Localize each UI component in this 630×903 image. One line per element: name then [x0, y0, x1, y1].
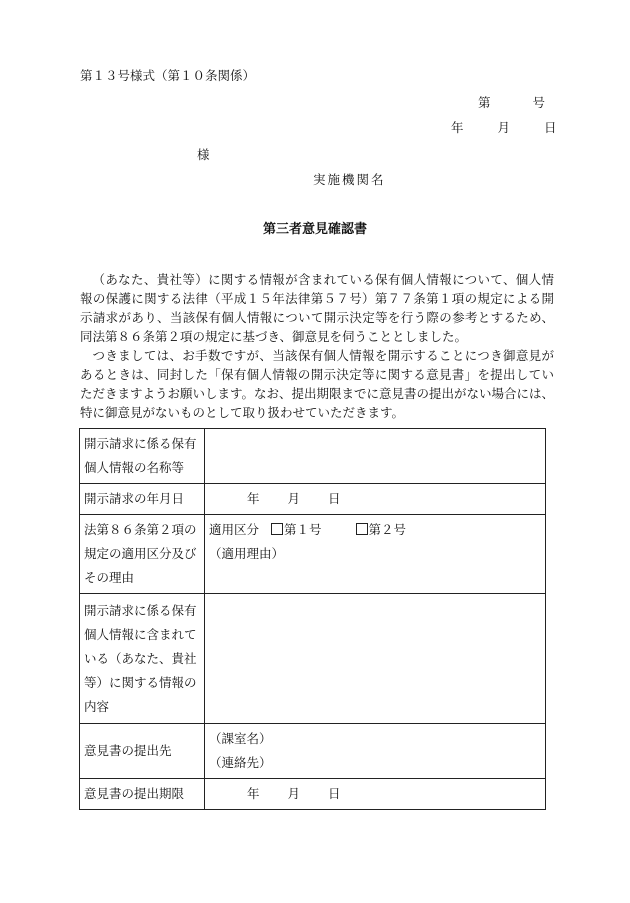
form-number: 第１３号様式（第１０条関係）	[80, 68, 256, 83]
option1-checkbox[interactable]	[271, 523, 283, 535]
request-date-year: 年	[247, 491, 260, 506]
body-paragraph-2: つきましては、お手数ですが、当該保有個人情報を開示することにつき御意見があるときは、同封した「保有個人情報の開示決定等に関する意見書」を提出していただきますようお願いします。なお、提出期限までに意見書の提出がない場合には、特に御意見がないものとして取り扱わせていただきます。	[80, 348, 555, 420]
issue-date-year: 年	[451, 120, 464, 135]
opinion-form-table	[79, 428, 546, 810]
addressee: 様	[197, 147, 210, 162]
submission-deadline-value	[205, 779, 546, 810]
option2-checkbox[interactable]	[356, 523, 368, 535]
submission-deadline-label: 意見書の提出期限	[80, 779, 205, 810]
issue-date	[451, 120, 557, 136]
submission-destination-label: 意見書の提出先	[80, 724, 205, 779]
table-row-submission-destination	[80, 724, 546, 779]
issue-number-suffix: 号	[532, 95, 546, 110]
issue-number-prefix: 第	[478, 95, 491, 110]
category-value	[205, 515, 546, 594]
info-content-label: 開示請求に係る保有 個人情報に含まれて いる（あなた、貴社 等）に関する情報の 内容	[80, 594, 205, 724]
request-date-label: 開示請求の年月日	[80, 484, 205, 515]
deadline-year: 年	[247, 786, 260, 801]
agency-name: 実施機関名	[313, 172, 386, 187]
body-text	[80, 270, 554, 422]
body-paragraph-1: （あなた、貴社等）に関する情報が含まれている保有個人情報について、個人情報の保護に関する法律（平成１５年法律第５７号）第７７条第１項の規定による開示請求があり、当該保有個人情報について開示決定等を行う際の参考とするため、同法第８６条第２項の規定に基づき、御意見を伺うこととしました。	[80, 272, 554, 344]
category-section-label: 適用区分	[209, 522, 260, 537]
info-name-value	[205, 429, 546, 484]
issue-date-month: 月	[497, 120, 511, 135]
option1-label: 第１号	[284, 522, 322, 537]
table-row-category	[80, 515, 546, 594]
table-row-request-date	[80, 484, 546, 515]
request-date-month: 月	[287, 491, 301, 506]
document-title: 第三者意見確認書	[262, 222, 367, 237]
section-name-label: （課室名）	[209, 731, 272, 746]
request-date-day: 日	[328, 491, 341, 506]
submission-destination-value	[205, 724, 546, 779]
table-row-info-content	[80, 594, 546, 724]
table-row-info-name	[80, 429, 546, 484]
issue-date-day: 日	[544, 120, 557, 135]
option2-label: 第２号	[368, 522, 407, 537]
table-row-submission-deadline	[80, 779, 546, 810]
deadline-day: 日	[328, 786, 341, 801]
category-label: 法第８６条第２項の 規定の適用区分及び その理由	[80, 515, 205, 594]
info-content-value	[205, 594, 546, 724]
request-date-value	[205, 484, 546, 515]
issue-number	[478, 95, 545, 111]
info-name-label: 開示請求に係る保有 個人情報の名称等	[80, 429, 205, 484]
reason-label: （適用理由）	[209, 546, 285, 561]
deadline-month: 月	[287, 786, 301, 801]
contact-label: （連絡先）	[209, 755, 272, 770]
